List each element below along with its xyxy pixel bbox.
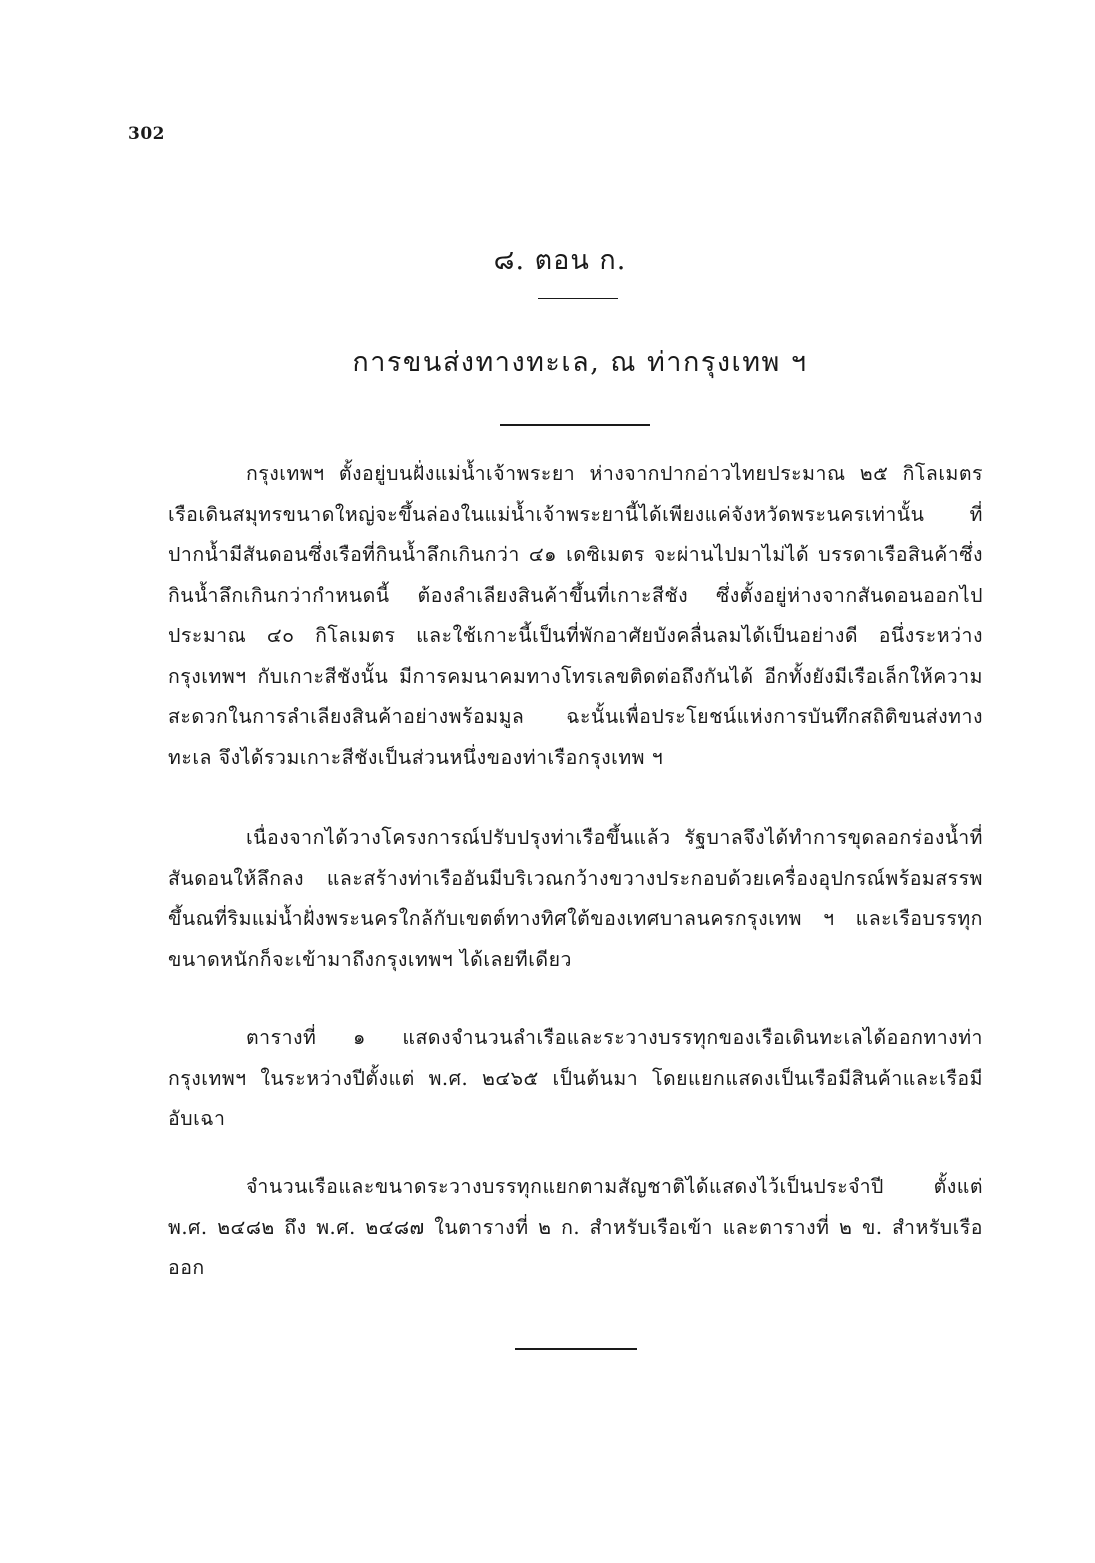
page-number: 302 [128, 124, 165, 144]
paragraph-2 [168, 818, 983, 980]
page-subtitle: การขนส่งทางทะเล, ณ ท่ากรุงเทพ ฯ [352, 347, 808, 378]
heading-divider [538, 298, 618, 299]
section-heading: ๘. ตอน ก. [493, 245, 627, 276]
paragraph-3 [168, 1018, 983, 1140]
paragraph-3-text: ตารางที่ ๑ แสดงจำนวนลำเรือและระวางบรรทุกของเรือเดินทะเลได้ออกทางท่ากรุงเทพฯ ในระหว่างปีตั้งแต่ พ.ศ. ๒๔๖๕ เป็นต้นมา โดยแยกแสดงเป็นเรือมีสินค้าและเรือมีอับเฉา [168, 1026, 983, 1130]
paragraph-1 [168, 454, 983, 778]
paragraph-1-text: กรุงเทพฯ ตั้งอยู่บนฝั่งแม่น้ำเจ้าพระยา ห่างจากปากอ่าวไทยประมาณ ๒๕ กิโลเมตร เรือเดินสมุทรขนาดใหญ่จะขึ้นล่องในแม่น้ำเจ้าพระยานี้ได้เพียงแค่จังหวัดพระนครเท่านั้น ที่ปากน้ำมีสันดอนซึ่งเรือที่กินน้ำลึกเกินกว่า ๔๑ เดซิเมตร จะผ่านไปมาไม่ได้ บรรดาเรือสินค้าซึ่งกินน้ำลึกเกินกว่ากำหนดนี้ ต้องลำเลียงสินค้าขึ้นที่เกาะสีชัง ซึ่งตั้งอยู่ห่างจากสันดอนออกไปประมาณ ๔๐ กิโลเมตร และใช้เกาะนี้เป็นที่พักอาศัยบังคลื่นลมได้เป็นอย่างดี อนึ่งระหว่างกรุงเทพฯ กับเกาะสีชังนั้น มีการคมนาคมทางโทรเลขติดต่อถึงกันได้ อีกทั้งยังมีเรือเล็กให้ความสะดวกในการลำเลียงสินค้าอย่างพร้อมมูล ฉะนั้นเพื่อประโยชน์แห่งการบันทึกสถิติขนส่งทางทะเล จึงได้รวมเกาะสีชังเป็นส่วนหนึ่งของท่าเรือกรุงเทพ ฯ [168, 462, 983, 769]
end-divider [515, 1348, 637, 1350]
paragraph-2-text: เนื่องจากได้วางโครงการณ์ปรับปรุงท่าเรือขึ้นแล้ว รัฐบาลจึงได้ทำการขุดลอกร่องน้ำที่สันดอนให้ลึกลง และสร้างท่าเรืออันมีบริเวณกว้างขวางประกอบด้วยเครื่องอุปกรณ์พร้อมสรรพขึ้นณที่ริมแม่น้ำฝั่งพระนครใกล้กับเขตต์ทางทิศใต้ของเทศบาลนครกรุงเทพ ฯ และเรือบรรทุกขนาดหนักก็จะเข้ามาถึงกรุงเทพฯ ได้เลยทีเดียว [168, 826, 983, 971]
paragraph-4 [168, 1167, 983, 1289]
paragraph-4-text: จำนวนเรือและขนาดระวางบรรทุกแยกตามสัญชาติได้แสดงไว้เป็นประจำปี ตั้งแต่ พ.ศ. ๒๔๘๒ ถึง พ.ศ. ๒๔๘๗ ในตารางที่ ๒ ก. สำหรับเรือเข้า และตารางที่ ๒ ข. สำหรับเรือออก [168, 1175, 983, 1279]
faded-stamp-smudge [365, 388, 745, 412]
subtitle-underline [500, 424, 650, 426]
